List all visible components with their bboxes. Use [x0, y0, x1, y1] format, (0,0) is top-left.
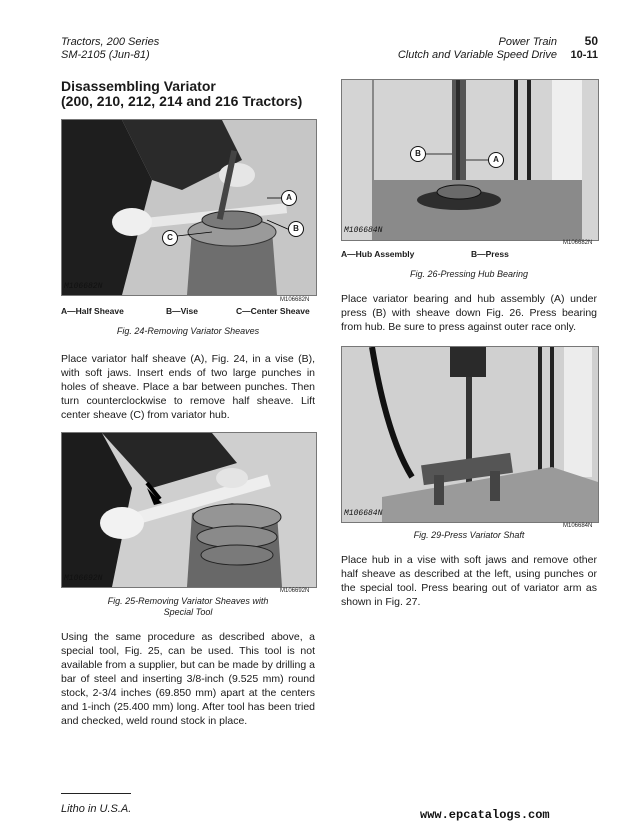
fig24-illustration	[62, 120, 316, 295]
fig29-illustration	[342, 347, 598, 522]
fig24-small-id: M106682N	[280, 297, 310, 303]
fig26-photo	[341, 79, 599, 241]
fig24-label-a: A—Half Sheave	[61, 306, 124, 316]
fig26-caption: Fig. 26-Pressing Hub Bearing	[409, 269, 529, 279]
fig24-callout-b: B	[288, 221, 304, 237]
fig24-photo	[61, 119, 317, 296]
fig24-callout-a: A	[281, 190, 297, 206]
header-center-line2: Clutch and Variable Speed Drive	[397, 49, 557, 61]
fig25-illustration	[62, 433, 316, 587]
fig24-label-b: B—Vise	[166, 306, 198, 316]
header-left-line1: Tractors, 200 Series	[61, 36, 160, 48]
fig24-film-id: M106682N	[64, 282, 103, 291]
fig24-callout-c: C	[162, 230, 178, 246]
right-paragraph-2: Place hub in a vise with soft jaws and remove other half sheave as described at the left, using punches or the special tool. Press bearing out of variator arm as shown in Fig. 27.	[341, 554, 597, 608]
fig29-film-id: M106684N	[344, 509, 383, 518]
fig26-film-id: M106684N	[344, 226, 383, 235]
fig25-photo	[61, 432, 317, 588]
footer-litho: Litho in U.S.A.	[61, 803, 132, 815]
section-number: 10-11	[570, 49, 598, 61]
fig26-callout-b: B	[410, 146, 426, 162]
fig26-small-id: M106682N	[563, 240, 593, 246]
footer-rule	[61, 793, 131, 794]
footer-website[interactable]: www.epcatalogs.com	[420, 808, 550, 822]
left-paragraph-2: Using the same procedure as described above, a special tool, Fig. 25, can be used. This tool is not available from a supplier, but can be made by drilling a bar of steel and inserting 3/8-inch (9.525 mm) round stock, 2-3/4 inches (69.850 mm) apart at the centers and 1-inch (25.400 mm) long. After tool has been tried and checked, weld round stock in place.	[61, 631, 315, 727]
section-title: Disassembling Variator	[61, 78, 216, 94]
fig24-label-c: C—Center Sheave	[236, 306, 310, 316]
header-left-line2: SM-2105 (Jun-81)	[61, 49, 150, 61]
fig26-label-b: B—Press	[471, 249, 509, 259]
page-number: 50	[584, 34, 598, 48]
left-paragraph-1: Place variator half sheave (A), Fig. 24, in a vise (B), with soft jaws. Insert ends of two large punches in holes of sheave. Place a bar between punches. Then turn counterclockwise to remove half sheave. Lift center sheave (C) from variator hub.	[61, 353, 315, 421]
right-paragraph-1: Place variator bearing and hub assembly (A) under press (B) with sheave down Fig. 26. Press bearing from hub. Be sure to press against outer race only.	[341, 293, 597, 333]
header-center-line1: Power Train	[498, 36, 557, 48]
fig25-caption-line2: Special Tool	[163, 607, 213, 617]
fig29-small-id: M106684N	[563, 523, 593, 529]
section-subtitle: (200, 210, 212, 214 and 216 Tractors)	[61, 93, 303, 109]
fig26-illustration	[342, 80, 598, 240]
fig25-small-id: M106692N	[280, 588, 310, 594]
fig25-caption-line1: Fig. 25-Removing Variator Sheaves with	[107, 596, 269, 606]
fig29-photo	[341, 346, 599, 523]
fig25-film-id: M106692N	[64, 574, 103, 583]
fig24-caption: Fig. 24-Removing Variator Sheaves	[116, 326, 260, 336]
fig29-caption: Fig. 29-Press Variator Shaft	[413, 530, 525, 540]
fig26-callout-a: A	[488, 152, 504, 168]
fig26-label-a: A—Hub Assembly	[341, 249, 415, 259]
